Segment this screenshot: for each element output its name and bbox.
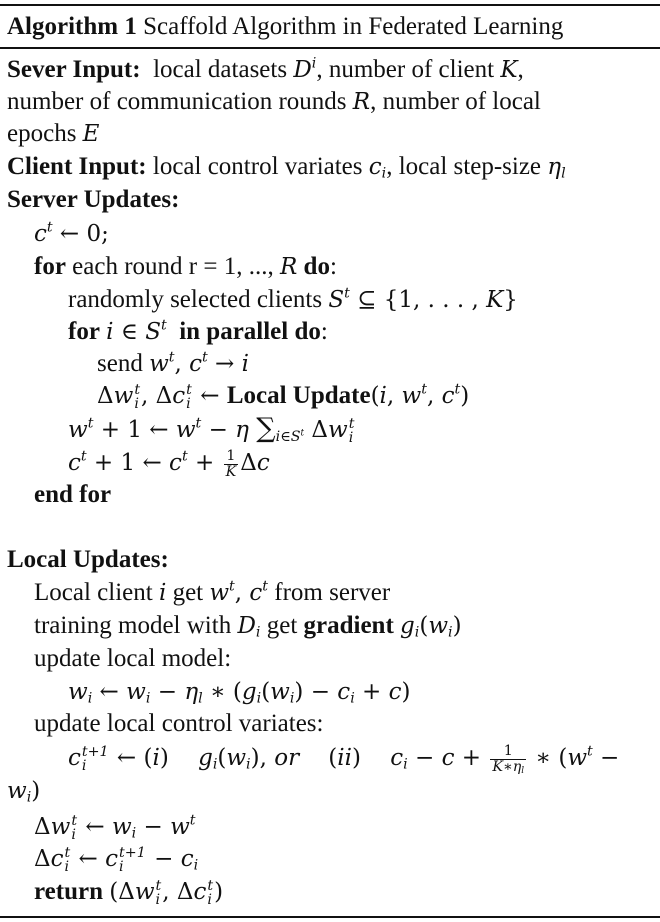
update-local-model-label: update local model: (34, 645, 232, 672)
bottom-rule (0, 916, 660, 918)
select-clients-line: randomly selected clients $S^t$ ⊆ {1, . . . , K} (68, 285, 518, 313)
server-control-update-line: $c^t + 1$ ← $c^t$ + $\frac{1}{K}$ Δc (68, 447, 270, 480)
for-rounds-line: for each round r = 1, ..., R do: (34, 253, 337, 280)
control-variate-update-cont: $w_i$) (7, 778, 41, 806)
server-input-line-3: epochs E (7, 120, 100, 147)
top-rule (0, 4, 660, 6)
algorithm-label: Algorithm 1 (7, 13, 137, 40)
algorithm-title: Scaffold Algorithm in Federated Learning (143, 13, 564, 40)
update-control-variates-label: update local control variates: (34, 710, 324, 737)
local-client-get-line: Local client i get $w^t$, $c^t$ from server (34, 578, 391, 606)
local-model-update-line: $w_i$ ← $w_i - \eta_l$ ∗ $(g_i(w_i) - c_i + c)$ (68, 679, 411, 707)
control-variate-update-line: c t+1 i ← (i) $g_i(w_i)$, or (ii) $c_i - c$ + $\frac{1}{K∗\eta_l}$ ∗ ($w^t$ − (68, 742, 620, 776)
client-input-label: Client Input: (7, 153, 147, 180)
for-parallel-line: for i ∈ $S^t$ in parallel do: (68, 317, 328, 345)
header-rule (0, 47, 660, 49)
client-input-line: Client Input: local control variates $c_i$, local step-size $\eta_l$ (7, 153, 566, 182)
local-update-call-line: Δw t i , Δc t i ← Local Update(i, $w^t$, $c^t$) (97, 381, 470, 412)
server-input-line-2: number of communication rounds R, number of local (7, 88, 541, 115)
delta-c-line: Δc t i ← c t+1 i − $c_i$ (34, 844, 199, 875)
local-updates-heading: Local Updates: (7, 546, 169, 573)
algorithm-caption (7, 12, 563, 42)
return-line: return (Δw t i , Δc t i ) (34, 877, 224, 908)
init-control-variate-line: $c^t$ ← 0; (34, 219, 109, 247)
server-updates-heading: Server Updates: (7, 186, 180, 213)
server-input-line-1: Sever Input: local datasets $D^i$, number of client K, (7, 55, 524, 83)
server-input-label: Sever Input: (7, 56, 141, 83)
end-for-line: end for (34, 481, 112, 508)
delta-w-line: Δw t i ← $w_i - w^t$ (34, 812, 196, 843)
training-line: training model with $D_i$ get gradient $g_i(w_i)$ (34, 612, 462, 641)
send-line: send $w^t$, $c^t \to i$ (97, 349, 250, 377)
server-weight-update-line: $w^t + 1$ ← $w^t - \eta$ $\sum_{i\in S^t}$ Δw t i (68, 413, 355, 446)
